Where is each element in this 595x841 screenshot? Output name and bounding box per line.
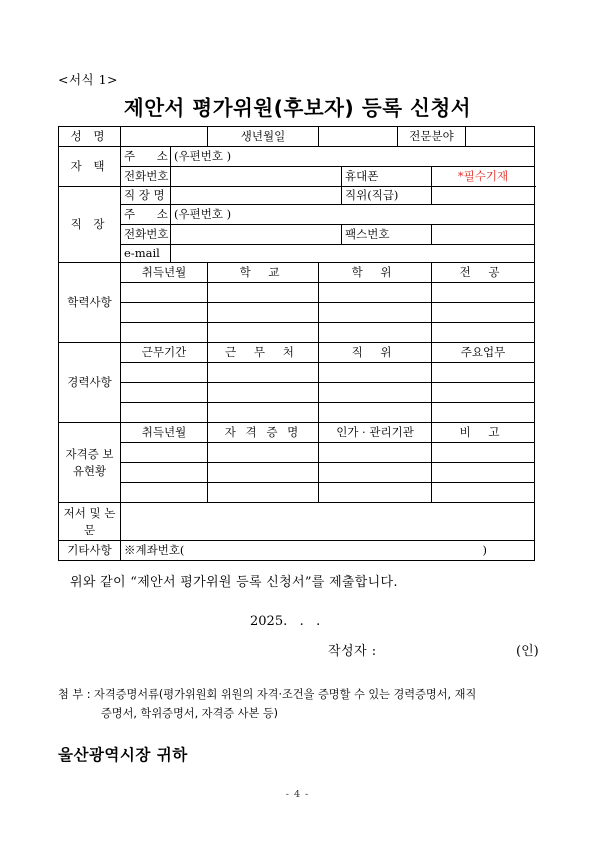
- attachment-note: [58, 685, 542, 723]
- table-cell[interactable]: [208, 463, 319, 483]
- certificate-header-name: 자 격 증 명: [208, 423, 319, 443]
- work-label: 직 장: [59, 187, 121, 263]
- career-label: 경력사항: [59, 343, 121, 423]
- home-address-field[interactable]: [171, 147, 535, 167]
- name-label: 성 명: [59, 127, 121, 147]
- home-address-label: 주 소: [121, 147, 171, 167]
- home-phone-label: 전화번호: [121, 167, 171, 187]
- bank-account-label: ※계좌번호(: [124, 543, 185, 557]
- home-label: 자 택: [59, 147, 121, 187]
- education-header-school: 학 교: [208, 263, 319, 283]
- table-cell[interactable]: [432, 403, 535, 423]
- fax-field[interactable]: [432, 225, 535, 245]
- table-cell[interactable]: [121, 383, 208, 403]
- table-cell[interactable]: [432, 323, 535, 343]
- submission-statement: 위와 같이 “제안서 평가위원 등록 신청서”를 제출합니다.: [70, 575, 398, 590]
- writer-label: 작성자 :: [328, 644, 377, 659]
- table-cell[interactable]: [121, 323, 208, 343]
- bank-account-field[interactable]: [121, 541, 535, 561]
- position-field[interactable]: [432, 187, 535, 205]
- table-cell[interactable]: [208, 303, 319, 323]
- certificate-label: 자격증 보유현황: [59, 423, 121, 503]
- table-cell[interactable]: [432, 283, 535, 303]
- table-cell[interactable]: [319, 383, 432, 403]
- table-cell[interactable]: [121, 363, 208, 383]
- form-title: 제안서 평가위원(후보자) 등록 신청서: [123, 96, 472, 120]
- table-cell[interactable]: [208, 443, 319, 463]
- home-postal-label: (우편번호 ): [174, 149, 232, 163]
- work-phone-label: 전화번호: [121, 225, 171, 245]
- email-field[interactable]: [171, 245, 535, 263]
- required-note: *필수기재: [457, 169, 509, 183]
- table-cell[interactable]: [432, 303, 535, 323]
- work-name-field[interactable]: [171, 187, 342, 205]
- attachment-line-2: 증명서, 학위증명서, 자격증 사본 등): [101, 707, 279, 720]
- field-input[interactable]: [466, 127, 535, 147]
- addressee: 울산광역시장 귀하: [58, 746, 188, 764]
- attachment-line-1: 첨 부 : 자격증명서류(평가위원회 위원의 자격·조건을 증명할 수 있는 경력증명서, 재직: [58, 688, 477, 701]
- table-cell[interactable]: [319, 283, 432, 303]
- table-cell[interactable]: [319, 303, 432, 323]
- career-header-position: 직 위: [319, 343, 432, 363]
- email-label: e-mail: [121, 245, 171, 263]
- table-cell[interactable]: [208, 383, 319, 403]
- career-header-duties: 주요업무: [432, 343, 535, 363]
- home-phone-field[interactable]: [171, 167, 342, 187]
- education-header-degree: 학 위: [319, 263, 432, 283]
- work-name-label: 직 장 명: [121, 187, 171, 205]
- position-label: 직위(직급): [342, 187, 432, 205]
- table-cell[interactable]: [121, 483, 208, 503]
- certificate-header-date: 취득년월: [121, 423, 208, 443]
- table-cell[interactable]: [319, 403, 432, 423]
- table-cell[interactable]: [319, 483, 432, 503]
- name-field[interactable]: [121, 127, 208, 147]
- papers-field[interactable]: [121, 503, 535, 541]
- table-cell[interactable]: [208, 323, 319, 343]
- table-cell[interactable]: [319, 463, 432, 483]
- seal-mark: (인): [516, 644, 539, 659]
- work-postal-label: (우편번호 ): [174, 207, 232, 221]
- field-label: 전문분야: [398, 127, 466, 147]
- table-cell[interactable]: [208, 403, 319, 423]
- mobile-label: 휴대폰: [342, 167, 432, 187]
- table-cell[interactable]: [432, 443, 535, 463]
- papers-label: 저서 및 논문: [59, 503, 121, 541]
- career-header-workplace: 근 무 처: [208, 343, 319, 363]
- fax-label: 팩스번호: [342, 225, 432, 245]
- submission-date[interactable]: 2025. . .: [250, 614, 321, 629]
- table-cell[interactable]: [121, 403, 208, 423]
- birth-label: 생년월일: [208, 127, 319, 147]
- mobile-field[interactable]: [432, 167, 535, 187]
- bank-account-close: ): [482, 543, 487, 557]
- table-cell[interactable]: [432, 483, 535, 503]
- work-address-label: 주 소: [121, 205, 171, 225]
- table-cell[interactable]: [319, 363, 432, 383]
- table-cell[interactable]: [208, 483, 319, 503]
- table-cell[interactable]: [432, 363, 535, 383]
- etc-label: 기타사항: [59, 541, 121, 561]
- table-cell[interactable]: [121, 303, 208, 323]
- education-label: 학력사항: [59, 263, 121, 343]
- table-cell[interactable]: [208, 363, 319, 383]
- form-number: <서식 1>: [58, 72, 119, 87]
- table-cell[interactable]: [121, 283, 208, 303]
- table-cell[interactable]: [319, 443, 432, 463]
- education-header-major: 전 공: [432, 263, 535, 283]
- table-cell[interactable]: [208, 283, 319, 303]
- table-cell[interactable]: [432, 383, 535, 403]
- career-header-period: 근무기간: [121, 343, 208, 363]
- certificate-header-authority: 인가 · 관리기관: [319, 423, 432, 443]
- table-cell[interactable]: [319, 323, 432, 343]
- table-cell[interactable]: [121, 463, 208, 483]
- application-form-table: [58, 126, 535, 561]
- table-cell[interactable]: [432, 463, 535, 483]
- education-header-date: 취득년월: [121, 263, 208, 283]
- page-number: - 4 -: [285, 789, 310, 800]
- work-phone-field[interactable]: [171, 225, 342, 245]
- certificate-header-remarks: 비 고: [432, 423, 535, 443]
- work-address-field[interactable]: [171, 205, 535, 225]
- birth-field[interactable]: [319, 127, 398, 147]
- table-cell[interactable]: [121, 443, 208, 463]
